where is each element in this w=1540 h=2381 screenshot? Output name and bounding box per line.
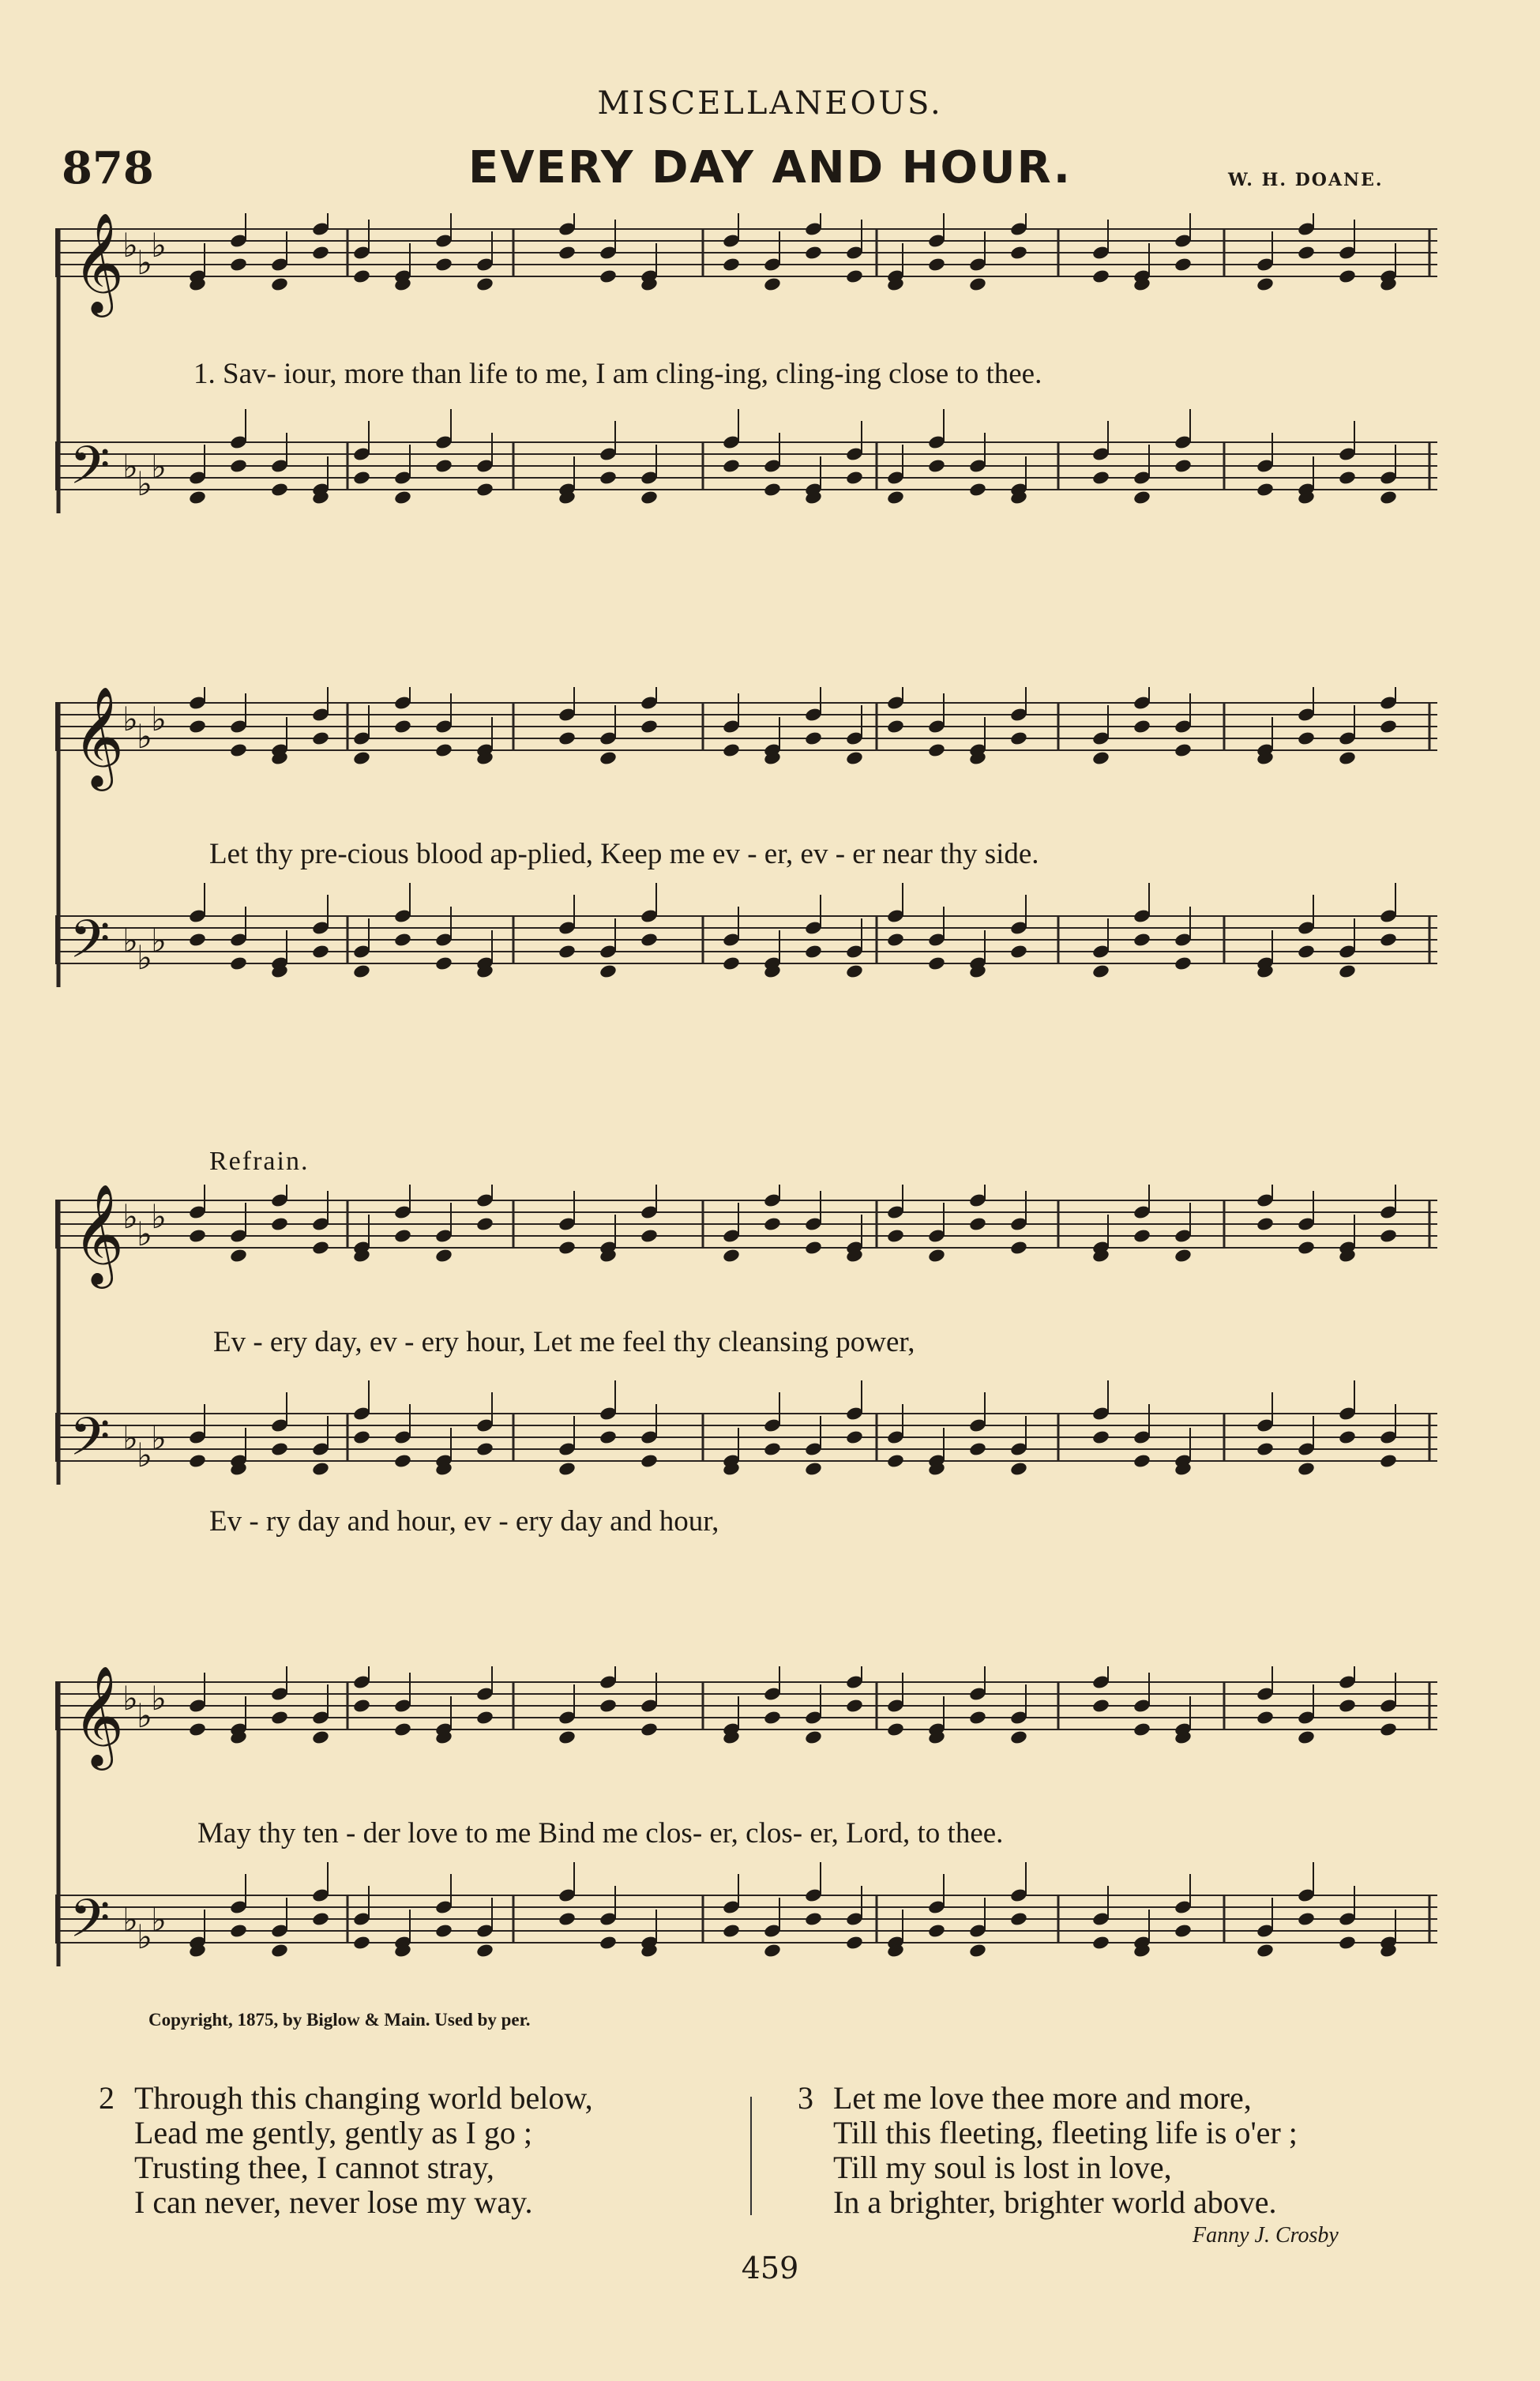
notehead xyxy=(434,1923,453,1939)
music-system-1 xyxy=(55,213,1445,553)
notehead xyxy=(1091,1429,1110,1445)
notehead xyxy=(722,257,741,272)
notehead xyxy=(640,932,659,948)
notehead xyxy=(1132,490,1151,505)
notehead xyxy=(1297,1461,1316,1477)
notehead xyxy=(1297,245,1316,261)
notehead xyxy=(599,1698,618,1714)
notehead xyxy=(1009,245,1028,261)
notehead xyxy=(1338,750,1357,766)
flat-icon: ♭ xyxy=(137,717,152,756)
flat-icon: ♭ xyxy=(151,1900,167,1939)
notehead xyxy=(311,1911,330,1927)
composer-credit: W. H. DOANE. xyxy=(1228,170,1384,190)
notehead xyxy=(927,1923,946,1939)
notehead xyxy=(229,956,248,971)
music-system-3 xyxy=(55,1185,1445,1564)
notehead xyxy=(1132,1453,1151,1469)
copyright-notice: Copyright, 1875, by Biglow & Main. Used by per. xyxy=(148,2010,531,2030)
stanza-line: Trusting thee, I cannot stray, xyxy=(134,2150,494,2185)
notehead xyxy=(763,276,782,292)
notehead xyxy=(968,482,987,498)
notehead xyxy=(393,490,412,505)
notehead xyxy=(886,490,905,505)
lyric-line: Ev - ery day, ev - ery hour, Let me feel thy cleansing power, xyxy=(213,1326,915,1358)
notehead xyxy=(229,458,248,474)
notehead xyxy=(1379,1228,1398,1244)
hymn-header xyxy=(0,0,1540,205)
notehead xyxy=(1379,490,1398,505)
section-title: MISCELLANEOUS. xyxy=(597,85,943,122)
stanza-3 xyxy=(798,2080,1298,2220)
stanza-number: 3 xyxy=(798,2080,813,2116)
notehead xyxy=(558,1461,577,1477)
notehead xyxy=(270,1943,289,1959)
music-system-2 xyxy=(55,687,1445,1027)
bass-clef-icon: 𝄢 xyxy=(69,1888,111,1962)
notehead xyxy=(1174,956,1193,971)
notehead xyxy=(352,750,371,766)
notehead xyxy=(927,1248,946,1264)
flat-icon: ♭ xyxy=(122,447,138,486)
notehead xyxy=(188,1453,207,1469)
notehead xyxy=(1338,963,1357,979)
notehead xyxy=(1256,276,1275,292)
treble-clef-icon: 𝄞 xyxy=(73,1185,125,1284)
notehead xyxy=(1009,1911,1028,1927)
notehead xyxy=(1174,1248,1193,1264)
notehead xyxy=(475,1216,494,1232)
notehead xyxy=(352,1935,371,1951)
notehead xyxy=(434,257,453,272)
notehead xyxy=(475,276,494,292)
notehead xyxy=(599,750,618,766)
notehead xyxy=(1297,1729,1316,1745)
notehead xyxy=(722,1923,741,1939)
notehead xyxy=(434,742,453,758)
notehead xyxy=(229,1923,248,1939)
notehead xyxy=(352,470,371,486)
flat-icon: ♭ xyxy=(151,700,167,738)
notehead xyxy=(1256,1943,1275,1959)
notehead xyxy=(393,1453,412,1469)
flat-icon: ♭ xyxy=(137,464,152,503)
notehead xyxy=(845,470,864,486)
notehead xyxy=(1297,1240,1316,1256)
notehead xyxy=(1297,730,1316,746)
bass-clef-icon: 𝄢 xyxy=(69,909,111,982)
notehead xyxy=(763,482,782,498)
flat-icon: ♭ xyxy=(151,1679,167,1718)
notehead xyxy=(886,1228,905,1244)
notehead xyxy=(270,1710,289,1726)
notehead xyxy=(845,1429,864,1445)
notehead xyxy=(1174,742,1193,758)
notehead xyxy=(475,1441,494,1457)
notehead xyxy=(1338,1935,1357,1951)
notehead xyxy=(229,742,248,758)
notehead xyxy=(968,1943,987,1959)
notehead xyxy=(311,944,330,960)
notehead xyxy=(1174,458,1193,474)
notehead xyxy=(1009,730,1028,746)
notehead xyxy=(311,730,330,746)
flat-icon: ♭ xyxy=(151,1418,167,1457)
staff-notation-3 xyxy=(55,1185,1445,1556)
stanza-line: Let me love thee more and more, xyxy=(833,2080,1252,2116)
page-number: 459 xyxy=(741,2251,799,2285)
notehead xyxy=(927,742,946,758)
notehead xyxy=(845,269,864,284)
notehead xyxy=(1379,719,1398,734)
flat-icon: ♭ xyxy=(151,921,167,960)
notehead xyxy=(1009,1240,1028,1256)
notehead xyxy=(393,932,412,948)
lyric-line: 1. Sav- iour, more than life to me, I am cling-ing, cling-ing close to thee. xyxy=(193,358,1042,390)
lyricist-credit: Fanny J. Crosby xyxy=(1193,2223,1339,2248)
notehead xyxy=(599,470,618,486)
notehead xyxy=(886,719,905,734)
notehead xyxy=(229,1248,248,1264)
additional-stanzas xyxy=(0,2081,1540,2239)
flat-icon: ♭ xyxy=(122,700,138,738)
notehead xyxy=(1338,269,1357,284)
notehead xyxy=(886,1453,905,1469)
notehead xyxy=(558,245,577,261)
notehead xyxy=(1132,719,1151,734)
notehead xyxy=(475,1710,494,1726)
notehead xyxy=(640,1228,659,1244)
notehead xyxy=(968,1710,987,1726)
notehead xyxy=(640,1453,659,1469)
notehead xyxy=(1379,1453,1398,1469)
notehead xyxy=(188,1722,207,1737)
notehead xyxy=(1009,1461,1028,1477)
notehead xyxy=(1256,1710,1275,1726)
flat-icon: ♭ xyxy=(137,243,152,282)
lyric-line: Let thy pre-cious blood ap-plied, Keep me ev - er, ev - er near thy side. xyxy=(209,838,1039,870)
notehead xyxy=(1338,1429,1357,1445)
notehead xyxy=(434,458,453,474)
notehead xyxy=(640,719,659,734)
flat-icon: ♭ xyxy=(137,1917,152,1956)
notehead xyxy=(763,1710,782,1726)
notehead xyxy=(968,1441,987,1457)
notehead xyxy=(558,1911,577,1927)
notehead xyxy=(1338,470,1357,486)
notehead xyxy=(1009,1729,1028,1745)
notehead xyxy=(1174,257,1193,272)
notehead xyxy=(845,750,864,766)
stanza-line: Till my soul is lost in love, xyxy=(833,2150,1172,2185)
flat-icon: ♭ xyxy=(151,447,167,486)
notehead xyxy=(188,932,207,948)
notehead xyxy=(1338,1698,1357,1714)
notehead xyxy=(1091,1935,1110,1951)
notehead xyxy=(640,1722,659,1737)
notehead xyxy=(845,1698,864,1714)
notehead xyxy=(1091,269,1110,284)
notehead xyxy=(722,956,741,971)
flat-icon: ♭ xyxy=(122,1197,138,1236)
notehead xyxy=(393,1228,412,1244)
notehead xyxy=(1132,1722,1151,1737)
notehead xyxy=(1091,1698,1110,1714)
notehead xyxy=(558,730,577,746)
notehead xyxy=(229,257,248,272)
notehead xyxy=(804,1461,823,1477)
notehead xyxy=(804,1240,823,1256)
notehead xyxy=(311,1729,330,1745)
flat-icon: ♭ xyxy=(151,226,167,265)
notehead xyxy=(311,1240,330,1256)
notehead xyxy=(393,1722,412,1737)
refrain-label: Refrain. xyxy=(209,1147,310,1176)
notehead xyxy=(352,963,371,979)
notehead xyxy=(1091,963,1110,979)
notehead xyxy=(599,963,618,979)
notehead xyxy=(1297,944,1316,960)
lyric-line: Ev - ry day and hour, ev - ery day and hour, xyxy=(209,1505,719,1538)
notehead xyxy=(763,1943,782,1959)
notehead xyxy=(886,1722,905,1737)
notehead xyxy=(1379,932,1398,948)
notehead xyxy=(311,245,330,261)
stanza-line: I can never, never lose my way. xyxy=(134,2184,533,2220)
notehead xyxy=(927,257,946,272)
notehead xyxy=(270,1441,289,1457)
flat-icon: ♭ xyxy=(137,938,152,977)
notehead xyxy=(640,490,659,505)
stanza-line: Through this changing world below, xyxy=(134,2080,593,2116)
notehead xyxy=(1297,1911,1316,1927)
notehead xyxy=(804,730,823,746)
notehead xyxy=(1091,750,1110,766)
flat-icon: ♭ xyxy=(137,1215,152,1253)
flat-icon: ♭ xyxy=(137,1436,152,1474)
notehead xyxy=(1379,1722,1398,1737)
notehead xyxy=(599,269,618,284)
flat-icon: ♭ xyxy=(151,1197,167,1236)
notehead xyxy=(968,1216,987,1232)
notehead xyxy=(434,956,453,971)
treble-clef-icon: 𝄞 xyxy=(73,213,125,313)
notehead xyxy=(804,944,823,960)
notehead xyxy=(1132,932,1151,948)
notehead xyxy=(886,932,905,948)
flat-icon: ♭ xyxy=(122,1900,138,1939)
flat-icon: ♭ xyxy=(122,1679,138,1718)
notehead xyxy=(763,1441,782,1457)
notehead xyxy=(599,1429,618,1445)
notehead xyxy=(1009,944,1028,960)
notehead xyxy=(1174,1923,1193,1939)
bass-clef-icon: 𝄢 xyxy=(69,1406,111,1480)
treble-clef-icon: 𝄞 xyxy=(73,1666,125,1766)
flat-icon: ♭ xyxy=(122,226,138,265)
flat-icon: ♭ xyxy=(122,921,138,960)
notehead xyxy=(722,1248,741,1264)
flat-icon: ♭ xyxy=(137,1696,152,1735)
flat-icon: ♭ xyxy=(122,1418,138,1457)
notehead xyxy=(968,276,987,292)
stanza-line: Till this fleeting, fleeting life is o'er ; xyxy=(833,2115,1298,2150)
notehead xyxy=(270,276,289,292)
notehead xyxy=(599,1935,618,1951)
notehead xyxy=(845,963,864,979)
notehead xyxy=(804,245,823,261)
treble-clef-icon: 𝄞 xyxy=(73,687,125,787)
notehead xyxy=(804,1729,823,1745)
stanza-number: 2 xyxy=(99,2080,115,2116)
notehead xyxy=(1091,470,1110,486)
notehead xyxy=(558,1729,577,1745)
notehead xyxy=(1132,1228,1151,1244)
notehead xyxy=(1256,482,1275,498)
notehead xyxy=(188,1228,207,1244)
notehead xyxy=(352,1429,371,1445)
bass-clef-icon: 𝄢 xyxy=(69,435,111,509)
notehead xyxy=(927,956,946,971)
notehead xyxy=(804,1911,823,1927)
notehead xyxy=(270,482,289,498)
notehead xyxy=(270,1216,289,1232)
music-system-4 xyxy=(55,1666,1445,2014)
notehead xyxy=(845,1935,864,1951)
notehead xyxy=(393,719,412,734)
notehead xyxy=(558,1240,577,1256)
hymn-title: EVERY DAY AND HOUR. xyxy=(468,142,1072,193)
stanza-line: In a brighter, brighter world above. xyxy=(833,2184,1277,2220)
notehead xyxy=(1256,1216,1275,1232)
stanza-2 xyxy=(99,2080,593,2220)
notehead xyxy=(475,1943,494,1959)
notehead xyxy=(352,1698,371,1714)
lyric-line: May thy ten - der love to me Bind me clos- er, clos- er, Lord, to thee. xyxy=(197,1817,1004,1850)
notehead xyxy=(927,458,946,474)
notehead xyxy=(558,944,577,960)
hymn-number: 878 xyxy=(62,142,154,194)
notehead xyxy=(1256,1441,1275,1457)
notehead xyxy=(763,1216,782,1232)
notehead xyxy=(434,1248,453,1264)
notehead xyxy=(475,482,494,498)
notehead xyxy=(722,742,741,758)
notehead xyxy=(722,458,741,474)
stanza-line: Lead me gently, gently as I go ; xyxy=(134,2115,532,2150)
notehead xyxy=(188,490,207,505)
stanza-divider xyxy=(750,2097,752,2215)
notehead xyxy=(311,1461,330,1477)
notehead xyxy=(188,719,207,734)
notehead xyxy=(352,269,371,284)
